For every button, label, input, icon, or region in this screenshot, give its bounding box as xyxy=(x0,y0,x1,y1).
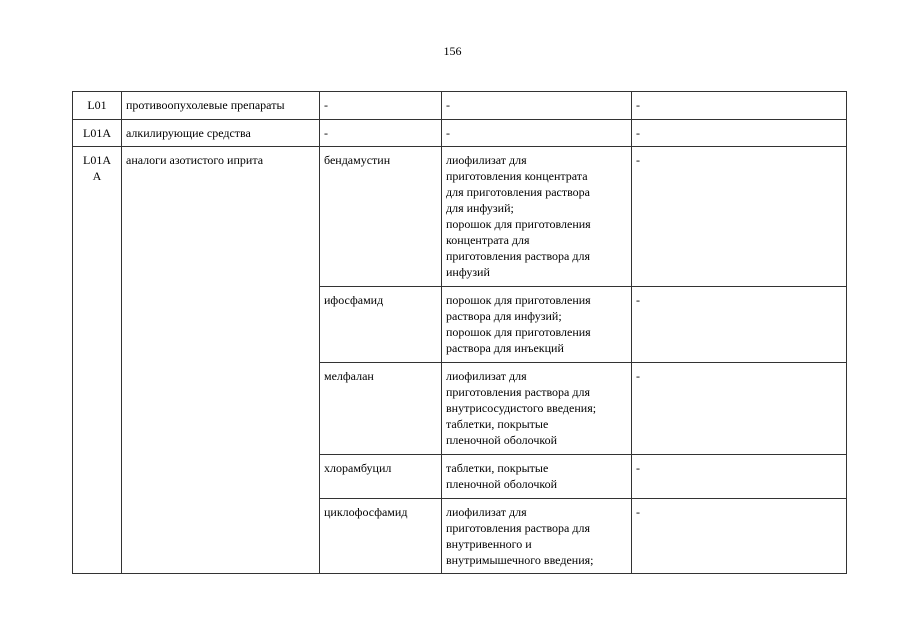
form-line: внутрисосудистого введения; xyxy=(446,401,597,415)
group-cell: противоопухолевые препараты xyxy=(122,92,320,120)
group-cell: аналоги азотистого иприта xyxy=(122,147,320,574)
form-line: приготовления раствора для xyxy=(446,385,590,399)
drug-cell: мелфалан xyxy=(320,363,442,455)
form-cell xyxy=(442,499,632,574)
note-cell: - xyxy=(632,363,847,455)
form-line: порошок для приготовления xyxy=(446,325,591,339)
form-line: внутривенного и xyxy=(446,537,532,551)
form-line: внутримышечного введения; xyxy=(446,553,594,567)
note-cell: - xyxy=(632,499,847,574)
form-line: инфузий xyxy=(446,265,490,279)
atc-code-cell: L01 xyxy=(73,92,122,120)
form-line: лиофилизат для xyxy=(446,505,527,519)
drug-cell: - xyxy=(320,92,442,120)
form-line: таблетки, покрытые xyxy=(446,417,549,431)
form-line: лиофилизат для xyxy=(446,153,527,167)
note-cell: - xyxy=(632,455,847,499)
form-line: порошок для приготовления xyxy=(446,293,591,307)
drug-table xyxy=(72,91,847,574)
note-cell: - xyxy=(632,147,847,287)
form-line: раствора для инфузий; xyxy=(446,309,562,323)
form-line: таблетки, покрытые xyxy=(446,461,549,475)
note-cell: - xyxy=(632,92,847,120)
drug-cell: - xyxy=(320,120,442,147)
form-line: концентрата для xyxy=(446,233,530,247)
drug-cell: хлорамбуцил xyxy=(320,455,442,499)
form-line: порошок для приготовления xyxy=(446,217,591,231)
table-row xyxy=(73,120,847,147)
form-cell: - xyxy=(442,120,632,147)
form-cell xyxy=(442,363,632,455)
drug-cell: ифосфамид xyxy=(320,287,442,363)
form-line: для инфузий; xyxy=(446,201,514,215)
page-number: 156 xyxy=(443,44,462,58)
form-line: для приготовления раствора xyxy=(446,185,590,199)
form-line: приготовления раствора для xyxy=(446,521,590,535)
form-cell xyxy=(442,455,632,499)
group-cell: алкилирующие средства xyxy=(122,120,320,147)
form-line: приготовления концентрата xyxy=(446,169,588,183)
form-line: лиофилизат для xyxy=(446,369,527,383)
table-row xyxy=(73,147,847,287)
atc-code-cell: L01A xyxy=(73,120,122,147)
form-line: пленочной оболочкой xyxy=(446,477,558,491)
drug-cell: циклофосфамид xyxy=(320,499,442,574)
drug-cell: бендамустин xyxy=(320,147,442,287)
form-cell xyxy=(442,287,632,363)
form-line: приготовления раствора для xyxy=(446,249,590,263)
form-cell: - xyxy=(442,92,632,120)
form-line: раствора для инъекций xyxy=(446,341,564,355)
atc-code-cell: L01A A xyxy=(73,147,122,574)
note-cell: - xyxy=(632,287,847,363)
table-row xyxy=(73,92,847,120)
form-cell xyxy=(442,147,632,287)
note-cell: - xyxy=(632,120,847,147)
form-line: пленочной оболочкой xyxy=(446,433,558,447)
